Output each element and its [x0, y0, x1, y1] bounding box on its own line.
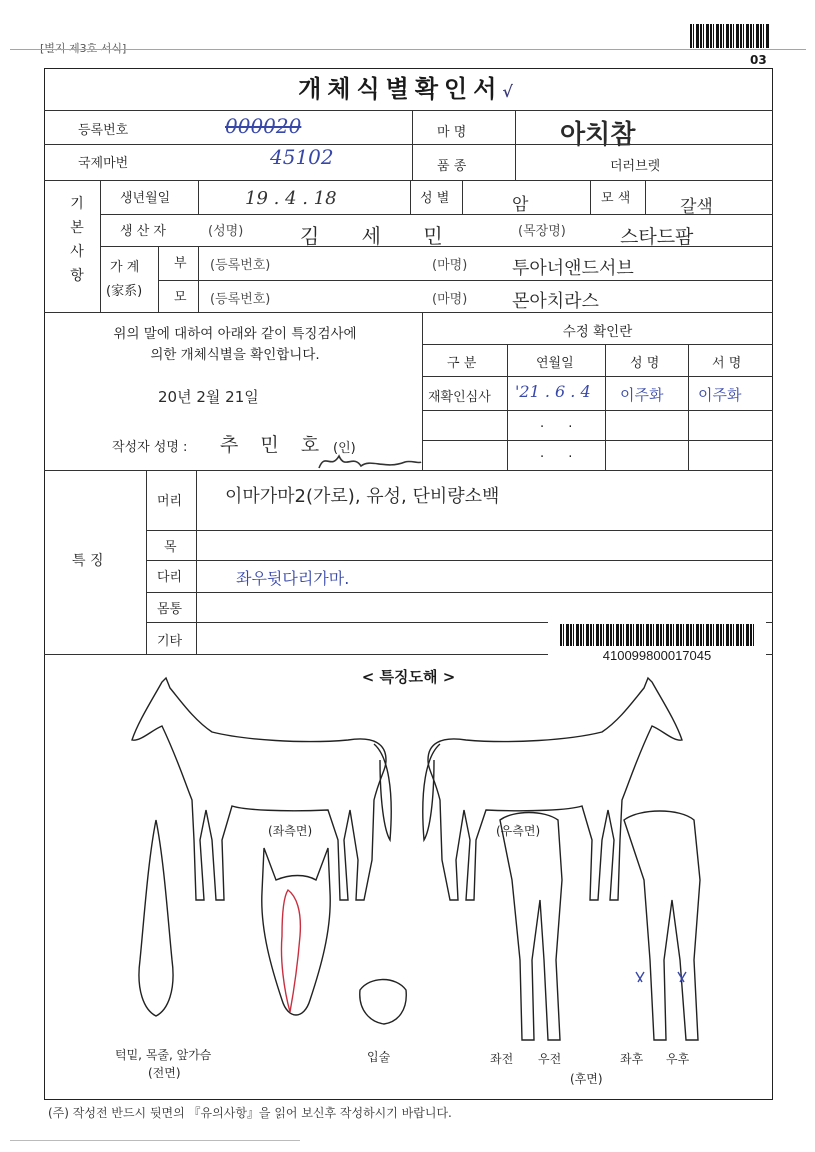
reg-value: 000020 [225, 114, 302, 138]
line-modify-title [422, 344, 773, 345]
page-number: 03 [750, 53, 767, 67]
row1-type: 재확인심사 [428, 390, 491, 405]
vline-birth [198, 180, 199, 214]
color-label: 모 색 [601, 191, 631, 206]
birth-label: 생년월일 [120, 191, 171, 206]
line-leg [146, 592, 773, 593]
statement-line2: 의한 개체식별을 확인합니다. [150, 347, 320, 363]
line-head [146, 530, 773, 531]
barcode-number: 410099800017045 [602, 648, 712, 663]
footer-rule [10, 1140, 300, 1141]
vline-color [590, 180, 591, 214]
name-label: 마 명 [437, 125, 467, 140]
dam-name-label: (마명) [432, 292, 468, 307]
line-reg2 [44, 180, 773, 181]
front-caption-2: (전면) [148, 1066, 181, 1080]
statement [55, 324, 415, 366]
line-producer [100, 246, 773, 247]
pedigree-label: 가 계 [110, 260, 140, 275]
seal-label: (인) [333, 441, 356, 456]
writer-value: 추 민 호 [220, 434, 328, 456]
name-value: 아치참 [560, 120, 636, 150]
vline-pedigree [158, 246, 159, 312]
line-confirm-end [44, 470, 773, 471]
lips-label: 입술 [367, 1050, 391, 1064]
pedigree-hanja: (家系) [106, 284, 143, 299]
basic-char-1: 기 [70, 196, 84, 212]
breed-value: 더러브렛 [610, 159, 661, 174]
face-marking [281, 890, 300, 1012]
lips-outline [360, 980, 406, 1025]
line-basic-end [44, 312, 773, 313]
right-side-label: (우측면) [496, 824, 541, 838]
vline-features [146, 470, 147, 654]
head-label: 머리 [157, 494, 183, 509]
statement-line1: 위의 말에 대하여 아래와 같이 특징검사에 [113, 326, 357, 342]
line-sire [158, 280, 773, 281]
intl-value: 45102 [270, 145, 334, 169]
front-legs-outline [500, 813, 562, 1041]
vline-m3 [688, 344, 689, 470]
neck-label: 목 [164, 540, 177, 555]
row1-sign: 이주화 [698, 386, 742, 404]
birth-value: 19 . 4 . 18 [245, 188, 337, 209]
rear-right-label: 우후 [666, 1052, 690, 1066]
confirm-date: 20년 2월 21일 [158, 388, 259, 406]
vline-sex2 [462, 180, 463, 214]
form-title [44, 68, 773, 110]
sex-value: 암 [512, 195, 529, 215]
leg-value: 좌우뒷다리가마. [236, 569, 350, 588]
rear-view-outline [624, 811, 700, 1040]
sire-name-label: (마명) [432, 258, 468, 273]
intl-label: 국제마번 [78, 156, 129, 171]
line-row2 [422, 440, 773, 441]
vline-reg1 [412, 110, 413, 180]
sire-label: 부 [174, 256, 187, 271]
left-side-label: (좌측면) [268, 824, 313, 838]
right-horse-outline [428, 678, 682, 900]
row1-name: 이주화 [620, 386, 664, 404]
reg-label: 등록번호 [78, 123, 129, 138]
barcode-sticker [548, 618, 766, 666]
farm-label: (목장명) [518, 224, 566, 239]
vline-sex [410, 180, 411, 214]
col-date: 연월일 [536, 356, 574, 371]
sire-reg-label: (등록번호) [210, 258, 271, 273]
horse-diagram [44, 660, 771, 1090]
sire-name-value: 투아너앤드서브 [512, 258, 634, 279]
vline-sire [198, 246, 199, 312]
color-value: 갈색 [680, 197, 713, 217]
form-title-text: 개체식별확인서 [298, 75, 503, 103]
left-horse-outline [132, 678, 386, 900]
col-type: 구 분 [447, 356, 477, 371]
line-modify-head [422, 376, 773, 377]
breed-label: 품 종 [437, 159, 467, 174]
line-neck [146, 560, 773, 561]
form-tag: [별지 제3호 서식] [40, 42, 127, 55]
header-rule [10, 49, 806, 50]
vline-color2 [645, 180, 646, 214]
basic-char-2: 본 [70, 220, 84, 236]
basic-char-4: 항 [70, 268, 84, 284]
sex-label: 성 별 [420, 191, 450, 206]
leg-label: 다리 [157, 570, 183, 585]
farm-value: 스타드팜 [620, 226, 694, 248]
line-row1 [422, 410, 773, 411]
dam-reg-label: (등록번호) [210, 292, 271, 307]
rear-leg-marks [636, 972, 686, 982]
row2-date: . . [540, 416, 583, 431]
basic-section-label [62, 192, 92, 288]
vline-m1 [507, 344, 508, 470]
top-barcode [690, 24, 770, 48]
writer-label: 작성자 성명 : [112, 440, 188, 455]
producer-name-value: 김 세 민 [300, 224, 461, 248]
vline-m2 [605, 344, 606, 470]
features-section-label: 특 징 [72, 553, 104, 569]
neck-front-outline [139, 820, 173, 1016]
basic-char-3: 사 [70, 244, 84, 260]
diagram-title: < 특징도해 > [361, 668, 456, 686]
producer-label: 생 산 자 [120, 224, 166, 239]
modify-title: 수정 확인란 [562, 324, 633, 340]
producer-name-label: (성명) [208, 224, 244, 239]
rear-label: (후면) [570, 1072, 603, 1086]
row3-date: . . [540, 446, 583, 461]
col-sign: 서 명 [712, 356, 742, 371]
line-birth [100, 214, 773, 215]
front-left-label: 좌전 [490, 1052, 514, 1066]
rear-left-label: 좌후 [620, 1052, 644, 1066]
line-reg [44, 144, 773, 145]
head-value: 이마가마2(가로), 유성, 단비량소백 [225, 486, 500, 507]
dam-name-value: 몬아치라스 [512, 291, 599, 312]
front-caption-1: 턱밑, 목줄, 앞가슴 [115, 1048, 212, 1062]
front-right-label: 우전 [538, 1052, 562, 1066]
dam-label: 모 [174, 290, 187, 305]
body-label: 몸통 [157, 602, 183, 617]
row1-date: '21 . 6 . 4 [515, 382, 591, 401]
line-title [44, 110, 773, 111]
footer-note: (주) 작성전 반드시 뒷면의 『유의사항』을 읽어 보신후 작성하시기 바랍니다. [48, 1106, 452, 1120]
col-name: 성 명 [630, 356, 660, 371]
etc-label: 기타 [157, 634, 183, 649]
head-front-outline [262, 848, 330, 1015]
vline-reg2 [515, 110, 516, 180]
title-checkmark: √ [502, 82, 519, 101]
vline-features2 [196, 470, 197, 654]
barcode-bars [560, 624, 756, 646]
